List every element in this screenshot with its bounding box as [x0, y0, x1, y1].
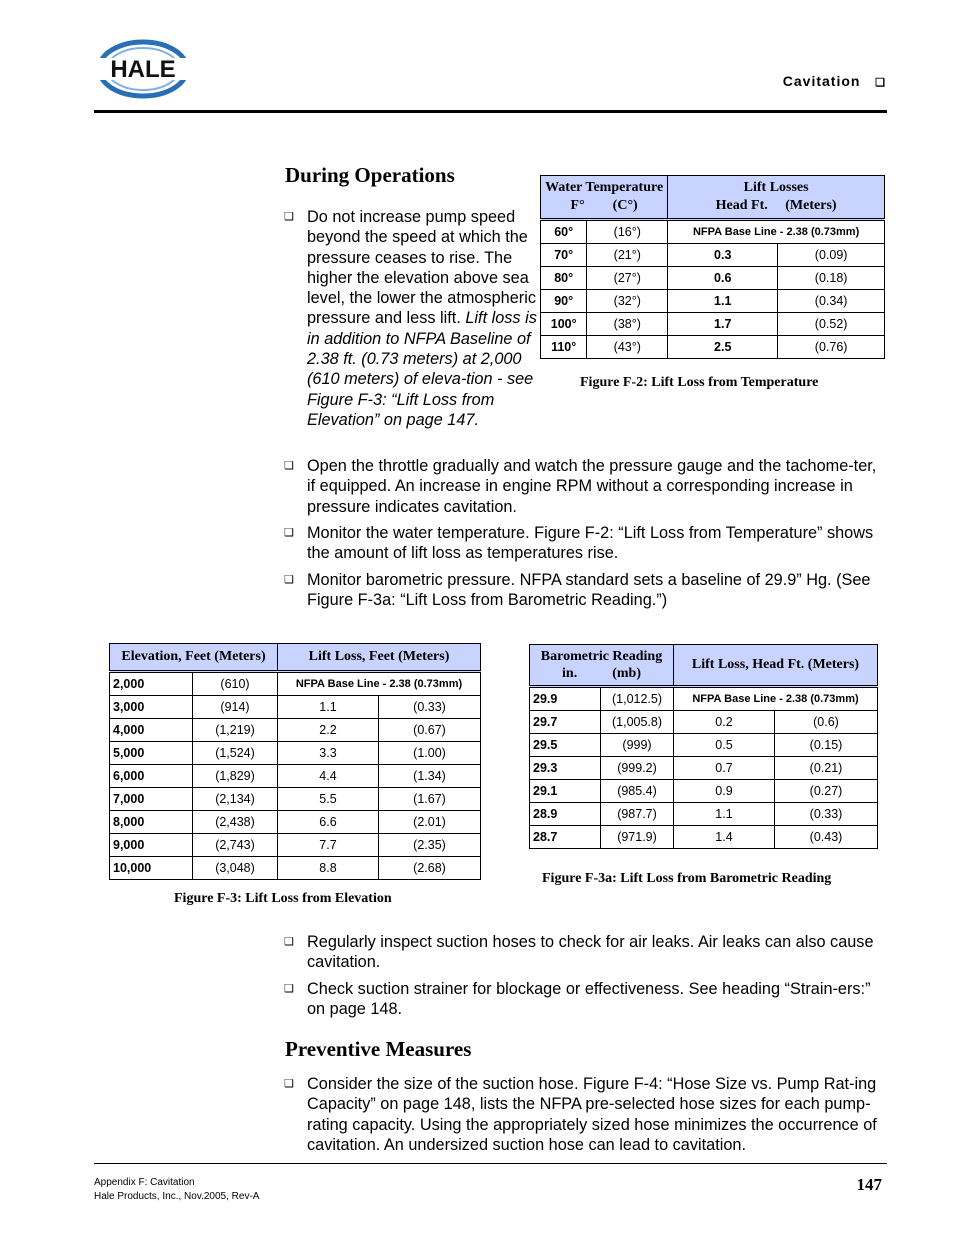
page-number: 147: [856, 1175, 882, 1194]
table-row: 70° (21°) 0.3 (0.09): [541, 244, 885, 267]
table-row: 29.7 (1,005.8) 0.2 (0.6): [530, 711, 878, 734]
lift-col-header: Lift Losses Head Ft. (Meters): [668, 176, 885, 220]
section-marker-icon: ❑: [875, 77, 886, 89]
table-row: 10,000 (3,048) 8.8 (2.68): [110, 857, 481, 880]
table-row: 6,000 (1,829) 4.4 (1.34): [110, 765, 481, 788]
bullet-icon: ❑: [284, 574, 294, 586]
temp-col-header: Water Temperature F° (C°): [541, 176, 668, 220]
header-rule: [94, 110, 887, 113]
footer-rule: [94, 1163, 887, 1164]
preventive-measures-heading: Preventive Measures: [285, 1037, 472, 1061]
footer-company: Hale Products, Inc., Nov.2005, Rev-A: [94, 1191, 260, 1202]
bullet-icon: ❑: [284, 983, 294, 995]
table-row: 7,000 (2,134) 5.5 (1.67): [110, 788, 481, 811]
bullet-icon: ❑: [284, 460, 294, 472]
barometric-table: [529, 644, 878, 849]
table-row: 80° (27°) 0.6 (0.18): [541, 267, 885, 290]
elevation-col-header: Elevation, Feet (Meters): [110, 644, 278, 672]
temperature-table: [540, 175, 885, 359]
table-row: 5,000 (1,524) 3.3 (1.00): [110, 742, 481, 765]
table-row: 4,000 (1,219) 2.2 (0.67): [110, 719, 481, 742]
table-row: 28.7 (971.9) 1.4 (0.43): [530, 826, 878, 849]
footer-info: [94, 1176, 259, 1204]
table-row: 9,000 (2,743) 7.7 (2.35): [110, 834, 481, 857]
table-row: 90° (32°) 1.1 (0.34): [541, 290, 885, 313]
table-row: 3,000 (914) 1.1 (0.33): [110, 696, 481, 719]
bullet-icon: ❑: [284, 1078, 294, 1090]
table-row: 29.3 (999.2) 0.7 (0.21): [530, 757, 878, 780]
bullet-icon: ❑: [284, 527, 294, 539]
liftloss-col-header: Lift Loss, Feet (Meters): [278, 644, 481, 672]
table-row: 8,000 (2,438) 6.6 (2.01): [110, 811, 481, 834]
header-section-title: Cavitation ❑: [782, 73, 886, 89]
table-row: 60° (16°) NFPA Base Line - 2.38 (0.73mm): [541, 220, 885, 244]
during-operations-heading: During Operations: [285, 163, 455, 187]
elevation-table: [109, 643, 481, 880]
table-row: 29.1 (985.4) 0.9 (0.27): [530, 780, 878, 803]
table-row: 29.5 (999) 0.5 (0.15): [530, 734, 878, 757]
figure-f2-caption: Figure F-2: Lift Loss from Temperature: [580, 375, 819, 390]
table-row: 2,000 (610) NFPA Base Line - 2.38 (0.73mm): [110, 672, 481, 696]
table-row: 28.9 (987.7) 1.1 (0.33): [530, 803, 878, 826]
hale-logo: [94, 38, 192, 100]
figure-f3-caption: Figure F-3: Lift Loss from Elevation: [174, 891, 392, 906]
logo-text: HALE: [110, 56, 176, 83]
table-row: 110° (43°) 2.5 (0.76): [541, 336, 885, 359]
table-row: 100° (38°) 1.7 (0.52): [541, 313, 885, 336]
bullet-icon: ❑: [284, 936, 294, 948]
bullet-icon: ❑: [284, 211, 294, 223]
figure-f3a-caption: Figure F-3a: Lift Loss from Barometric Reading: [542, 871, 832, 886]
footer-appendix: Appendix F: Cavitation: [94, 1177, 195, 1188]
table-row: 29.9 (1,012.5) NFPA Base Line - 2.38 (0.73mm): [530, 687, 878, 711]
baro-liftloss-col-header: Lift Loss, Head Ft. (Meters): [674, 645, 878, 687]
barometric-col-header: Barometric Reading in. (mb): [530, 645, 674, 687]
